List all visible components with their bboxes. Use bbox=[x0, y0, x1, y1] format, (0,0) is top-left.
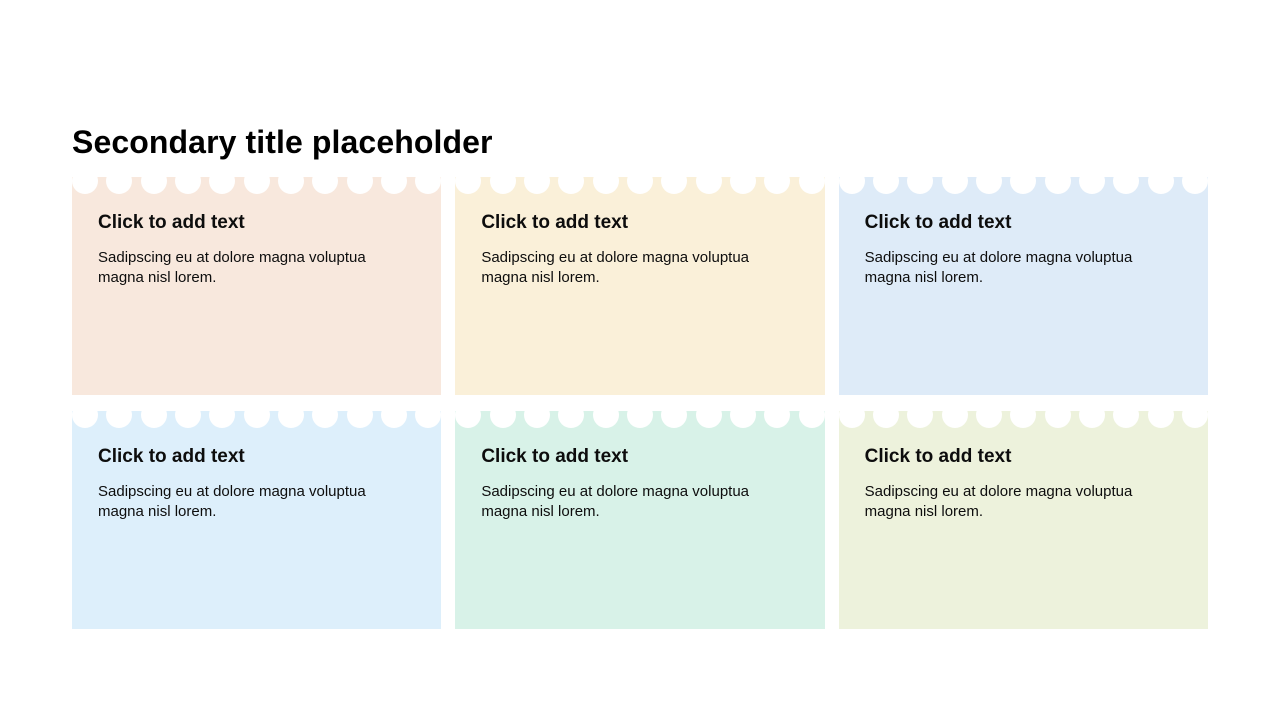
scalloped-edge-decoration bbox=[72, 177, 441, 195]
content-card[interactable] bbox=[455, 411, 824, 629]
page-title[interactable]: Secondary title placeholder bbox=[72, 124, 493, 160]
scalloped-edge-decoration bbox=[839, 177, 1208, 195]
card-body-text[interactable]: Sadipscing eu at dolore magna voluptua magna nisl lorem. bbox=[481, 482, 750, 521]
card-title[interactable]: Click to add text bbox=[481, 212, 629, 233]
scalloped-edge-decoration bbox=[455, 411, 824, 429]
card-title[interactable]: Click to add text bbox=[864, 446, 1012, 467]
card-title[interactable]: Click to add text bbox=[481, 446, 629, 467]
card-body-text[interactable]: Sadipscing eu at dolore magna voluptua magna nisl lorem. bbox=[864, 248, 1133, 287]
content-card[interactable] bbox=[72, 177, 441, 395]
card-body-text[interactable]: Sadipscing eu at dolore magna voluptua magna nisl lorem. bbox=[98, 248, 366, 287]
scalloped-edge-decoration bbox=[839, 411, 1208, 429]
scalloped-edge-decoration bbox=[72, 411, 441, 429]
content-card[interactable] bbox=[455, 177, 824, 395]
card-grid bbox=[72, 177, 1208, 629]
content-card[interactable] bbox=[839, 411, 1208, 629]
card-body-text[interactable]: Sadipscing eu at dolore magna voluptua magna nisl lorem. bbox=[864, 482, 1133, 521]
card-body-text[interactable]: Sadipscing eu at dolore magna voluptua magna nisl lorem. bbox=[481, 248, 750, 287]
content-card[interactable] bbox=[839, 177, 1208, 395]
card-body-text[interactable]: Sadipscing eu at dolore magna voluptua magna nisl lorem. bbox=[98, 482, 366, 521]
content-card[interactable] bbox=[72, 411, 441, 629]
card-title[interactable]: Click to add text bbox=[864, 212, 1012, 233]
card-title[interactable]: Click to add text bbox=[98, 212, 245, 233]
scalloped-edge-decoration bbox=[455, 177, 824, 195]
card-title[interactable]: Click to add text bbox=[98, 446, 245, 467]
